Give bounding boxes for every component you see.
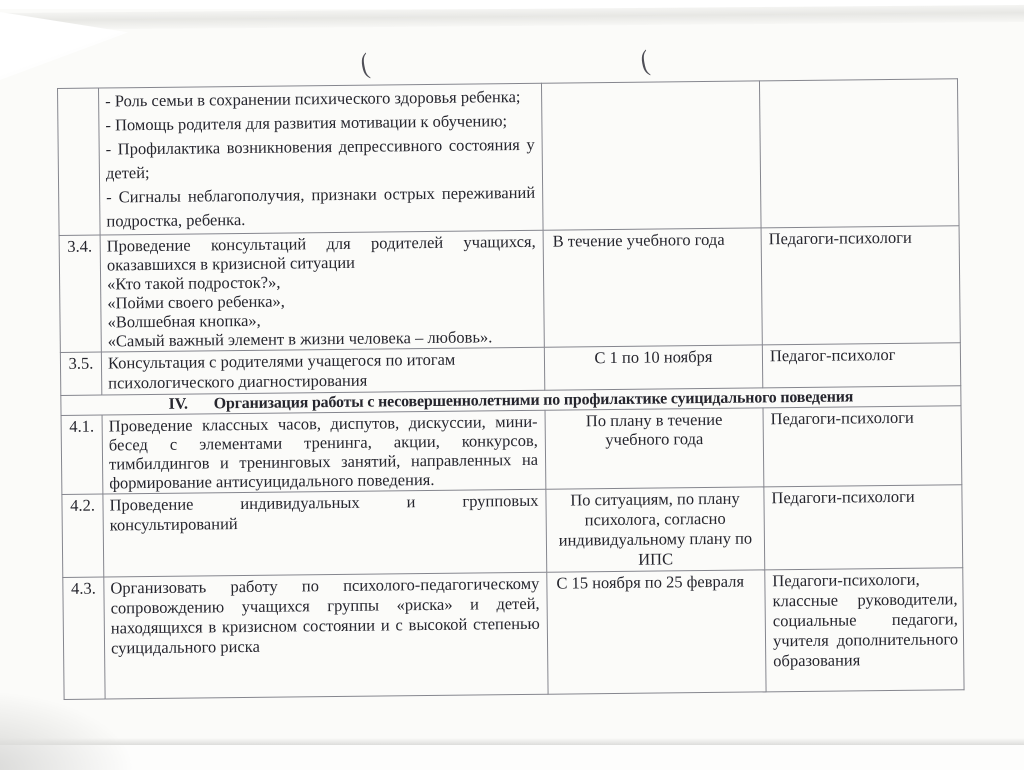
activity-line: «Самый важный элемент в жизни человека – любовь». bbox=[107, 327, 493, 351]
activity-line: Организовать работу по психолого-педагогическому сопровождению учащихся группы «риска» и детей, находящихся в кризисном состоянии и с высокой степенью суицидального риска bbox=[110, 573, 540, 658]
timing-cell bbox=[541, 81, 761, 230]
scan-corner-shadow bbox=[0, 690, 135, 770]
activity-cell bbox=[103, 489, 547, 577]
timing-cell: По плану в течение учебного года bbox=[545, 408, 764, 489]
row-number-cell: 4.2. bbox=[62, 494, 104, 577]
activity-line: Консультация с родителями учащегося по итогам психологического диагностирования bbox=[107, 349, 456, 393]
activity-line: Проведение индивидуальных и групповых консультирований bbox=[109, 490, 539, 535]
timing-cell: По ситуациям, по плану психолога, согласно индивидуальному плану по ИПС bbox=[546, 487, 765, 572]
section-numeral: IV. bbox=[168, 395, 188, 413]
activity-line: «Пойми своего ребенка», bbox=[107, 291, 285, 313]
responsible-cell: Педагоги-психологи bbox=[761, 226, 960, 345]
activity-line: - Профилактика возникновения депрессивного состояния у детей; bbox=[105, 134, 535, 183]
responsible-cell: Педагоги-психологи bbox=[764, 485, 963, 570]
activity-line: «Кто такой подросток?», bbox=[107, 272, 281, 294]
activity-cell bbox=[101, 347, 544, 395]
row-number-cell: 4.1. bbox=[61, 415, 103, 494]
activity-line: - Сигналы неблагополучия, признаки острых переживаний подростка, ребенка. bbox=[106, 182, 536, 231]
responsible-cell bbox=[759, 79, 959, 228]
row-number-cell bbox=[58, 88, 101, 235]
responsible-cell: Педагоги-психологи bbox=[763, 406, 962, 487]
activity-cell bbox=[102, 410, 546, 494]
activity-cell bbox=[100, 230, 544, 352]
table-row bbox=[59, 226, 960, 353]
activity-line: «Волшебная кнопка», bbox=[107, 310, 261, 332]
activity-line: Проведение консультаций для родителей учащихся, оказавшихся в кризисной ситуации bbox=[106, 231, 536, 275]
timing-cell: В течение учебного года bbox=[543, 228, 762, 347]
activity-line: Проведение классных часов, диспутов, дискуссии, мини-бесед с элементами тренинга, акции, конкурсов, тимбилдингов и тренинговых занятий, направленных на формирование антисуицидального поведения. bbox=[108, 411, 539, 493]
binding-mark-icon: ( bbox=[358, 47, 372, 81]
table-row bbox=[58, 79, 960, 236]
responsible-cell: Педагоги-психологи, классные руководители, социальные педагоги, учителя дополнительного образования bbox=[765, 568, 964, 692]
scan-bottom-edge bbox=[0, 738, 1024, 745]
row-number-cell: 3.5. bbox=[60, 352, 101, 395]
table-row bbox=[61, 406, 962, 495]
row-number-cell: 3.4. bbox=[59, 235, 101, 352]
scanned-plan-table bbox=[57, 78, 964, 700]
activity-line: - Помощь родителя для развития мотивации к обучению; bbox=[105, 111, 508, 135]
table-row bbox=[62, 485, 963, 578]
activity-cell bbox=[99, 83, 544, 235]
timing-cell: С 15 ноября по 25 февраля bbox=[547, 570, 766, 694]
table-row bbox=[63, 568, 964, 700]
row-number-cell: 4.3. bbox=[63, 577, 105, 699]
work-plan-table bbox=[57, 78, 965, 700]
responsible-cell: Педагог-психолог bbox=[762, 343, 960, 388]
activity-line: - Роль семьи в сохранении психического здоровья ребенка; bbox=[105, 86, 521, 111]
activity-cell bbox=[104, 572, 548, 699]
timing-cell: С 1 по 10 ноября bbox=[544, 345, 762, 390]
section-title: Организация работы с несовершеннолетними по профилактике суицидального поведения bbox=[213, 388, 854, 413]
binding-mark-icon: ( bbox=[638, 44, 652, 78]
